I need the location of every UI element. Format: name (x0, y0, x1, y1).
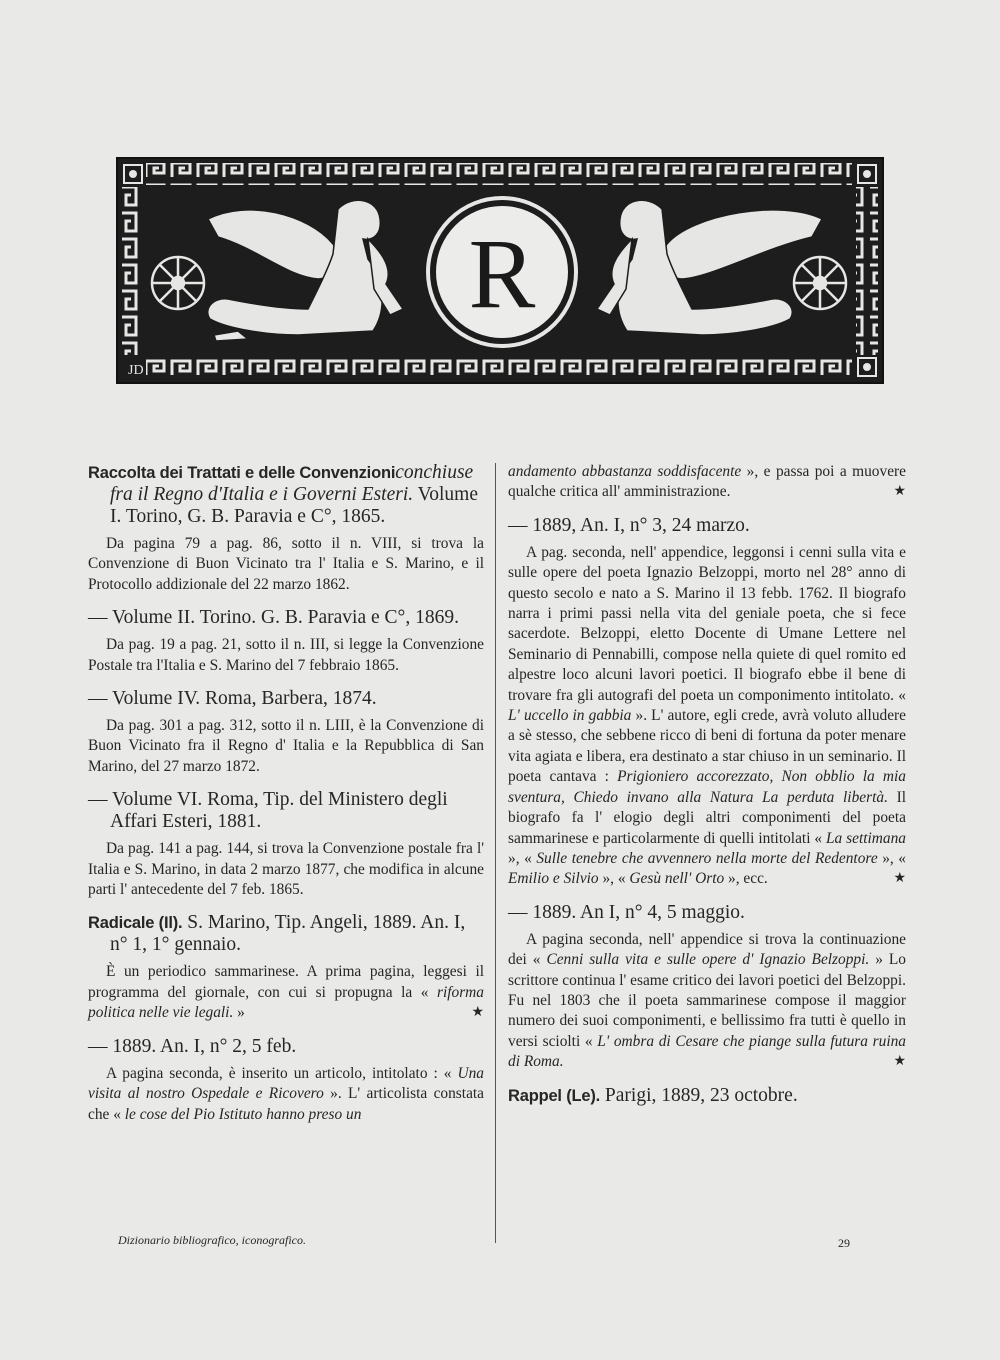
entry-radicale-3 (508, 515, 906, 890)
desc-italic: Sulle tenebre che avvennero nella morte del Redentore (536, 849, 878, 867)
desc-italic: L' ombra di Cesare che piange sulla futura ruina di Roma. (508, 1032, 906, 1071)
desc-text: A pagina seconda, nell' appendice si trova la continuazione dei « (508, 930, 906, 969)
desc-text: », ecc. (724, 870, 768, 888)
entry-radicale-2 (88, 1036, 484, 1125)
entry-description: Da pagina 79 a pag. 86, sotto il n. VIII, si trova la Convenzione di Buon Vicinato tra l' Italia e S. Marino, e il Protocollo addizionale del 22 marzo 1862. (88, 535, 484, 593)
entry-description: Da pag. 301 a pag. 312, sotto il n. LIII, è la Convenzione di Buon Vicinato fra il Regno d' Italia e la Repubblica di San Marino, del 27 marzo 1872. (88, 717, 484, 775)
entry-description (508, 930, 906, 1073)
desc-text: Il biografo fa l' elogio degli altri componimenti del poeta sammarinese e particolarmente di quelli intitolati « (508, 788, 906, 847)
entry-heading (508, 1085, 906, 1107)
desc-italic: La settimana (825, 829, 906, 847)
desc-italic: L' uccello in gabbia (508, 707, 632, 725)
entry-heading (88, 462, 484, 528)
star-icon: ★ (893, 1054, 906, 1070)
entry-raccolta-vol2 (88, 607, 484, 676)
entry-rappel (508, 1085, 906, 1107)
desc-italic: andamento abbastanza soddisfacente (508, 463, 742, 480)
entry-description (88, 962, 484, 1023)
star-icon: ★ (471, 1005, 484, 1021)
griffin-ornament-image (118, 159, 882, 382)
entry-raccolta-vol4 (88, 688, 484, 777)
entry-title: Radicale (Il). (88, 914, 183, 933)
entry-raccolta-vol1 (88, 462, 484, 595)
entry-title: Rappel (Le). (508, 1086, 601, 1105)
continued-text (508, 462, 906, 503)
entry-raccolta-vol6 (88, 789, 484, 900)
entry-publication: Parigi, 1889, 23 octobre. (600, 1084, 798, 1106)
desc-text: » (233, 1004, 245, 1022)
initial-letter: R (468, 218, 536, 329)
desc-italic: Cenni sulla vita e sulle opere d' Ignazio Belzoppi. (546, 951, 870, 969)
entry-publication: S. Marino, Tip. Angeli, 1889. An. I, n° 1, 1° gennaio. (110, 912, 466, 956)
desc-text: », « (877, 849, 907, 867)
entry-heading: — Volume VI. Roma, Tip. del Ministero degli Affari Esteri, 1881. (88, 789, 448, 833)
desc-text: » Lo scrittore continua l' esame critico dei lavori poetici del Belzoppi. Fu nel 1803 che il poeta sammarinese compose il maggior numero dei suoi componimenti, e bellissimo fra tutti è quello in versi sciolti « (508, 951, 906, 1050)
desc-text: », « (598, 870, 630, 888)
star-icon: ★ (893, 484, 906, 500)
desc-text: A pagina seconda, è inserito un articolo, intitolato : « (106, 1064, 458, 1082)
desc-italic: Emilio e Silvio (508, 870, 599, 888)
desc-text: », « (508, 849, 537, 867)
footer-running-title: Dizionario bibliografico, iconografico. (118, 1233, 306, 1247)
header-banner (116, 157, 884, 384)
entry-publication: Volume I. Torino, G. B. Paravia e C°, 1865. (110, 484, 478, 527)
desc-text: È un periodico sammarinese. A prima pagina, leggesi il programma del giornale, con cui si propugna la « (88, 963, 484, 1001)
star-icon: ★ (893, 871, 906, 887)
entry-description: Da pag. 19 a pag. 21, sotto il n. III, si legge la Convenzione Postale tra l'Italia e S. Marino del 7 febbraio 1865. (88, 636, 484, 674)
right-column (508, 462, 906, 1119)
column-divider (495, 463, 496, 1243)
entry-description: Da pag. 141 a pag. 144, si trova la Convenzione postale fra l' Italia e S. Marino, in data 2 marzo 1877, che modifica in alcune parti l' antecedente del 7 feb. 1865. (88, 840, 484, 899)
entry-radicale-1 (88, 912, 484, 1023)
desc-text: A pag. seconda, nell' appendice, leggonsi i cenni sulla vita e sulle opere del poeta Ignazio Belzoppi, morto nel 28° anno di questo secolo e nato a S. Marino il 13 febb. 1762. Il biografo narra i primi passi nella vita del geniale poeta, che si fece sacerdote. Belzoppi, eletto Docente di Umane Lettere nel Seminario di Pennabilli, compose nella quiete di quel romito ed alpestre loco alcuni lavori poetici. Il biografo ebbe il bene di trovare fra gli autografi del poeta un componimento intitolato. « (508, 543, 906, 704)
entry-description (88, 1064, 484, 1125)
desc-text: ». L' articolista constata che « (88, 1085, 485, 1123)
entry-title: Raccolta dei Trattati e delle Convenzioni (88, 464, 396, 482)
desc-text: », e passa poi a muovere qualche critica all' amministrazione. (508, 463, 906, 501)
desc-italic: riforma politica nelle vie legali. (88, 983, 484, 1022)
entry-heading: — Volume IV. Roma, Barbera, 1874. (88, 688, 377, 710)
entry-radicale-4 (508, 902, 906, 1073)
page-number: 29 (838, 1236, 850, 1250)
entry-heading: — 1889. An. I, n° 2, 5 feb. (88, 1035, 297, 1057)
entry-heading: — Volume II. Torino. G. B. Paravia e C°, 1869. (88, 607, 459, 629)
desc-italic: Una visita al nostro Ospedale e Ricovero (88, 1064, 484, 1103)
entry-title-italic: conchiuse fra il Regno d'Italia e i Governi Esteri. (110, 462, 474, 505)
desc-italic: le cose del Pio Istituto hanno preso un (124, 1105, 362, 1123)
entry-heading (88, 912, 484, 956)
desc-text: ». L' autore, egli crede, avrà voluto alludere a sè stesso, che sebbene ricco di beni di fortuna da poter menare vita agiata e libera, era destinato a star chiuso in un seminario. Il poeta cantava : (508, 707, 907, 786)
entry-heading: — 1889. An I, n° 4, 5 maggio. (508, 901, 745, 923)
desc-italic: Gesù nell' Orto (629, 870, 725, 888)
desc-italic: Prigioniero accorezzato, Non obblio la mia sventura, Chiedo invano alla Natura La perduta libertà. (508, 768, 906, 806)
monogram: JD (128, 363, 144, 378)
entry-heading: — 1889, An. I, n° 3, 24 marzo. (508, 514, 750, 536)
left-column (88, 462, 484, 1137)
entry-description (508, 543, 906, 890)
